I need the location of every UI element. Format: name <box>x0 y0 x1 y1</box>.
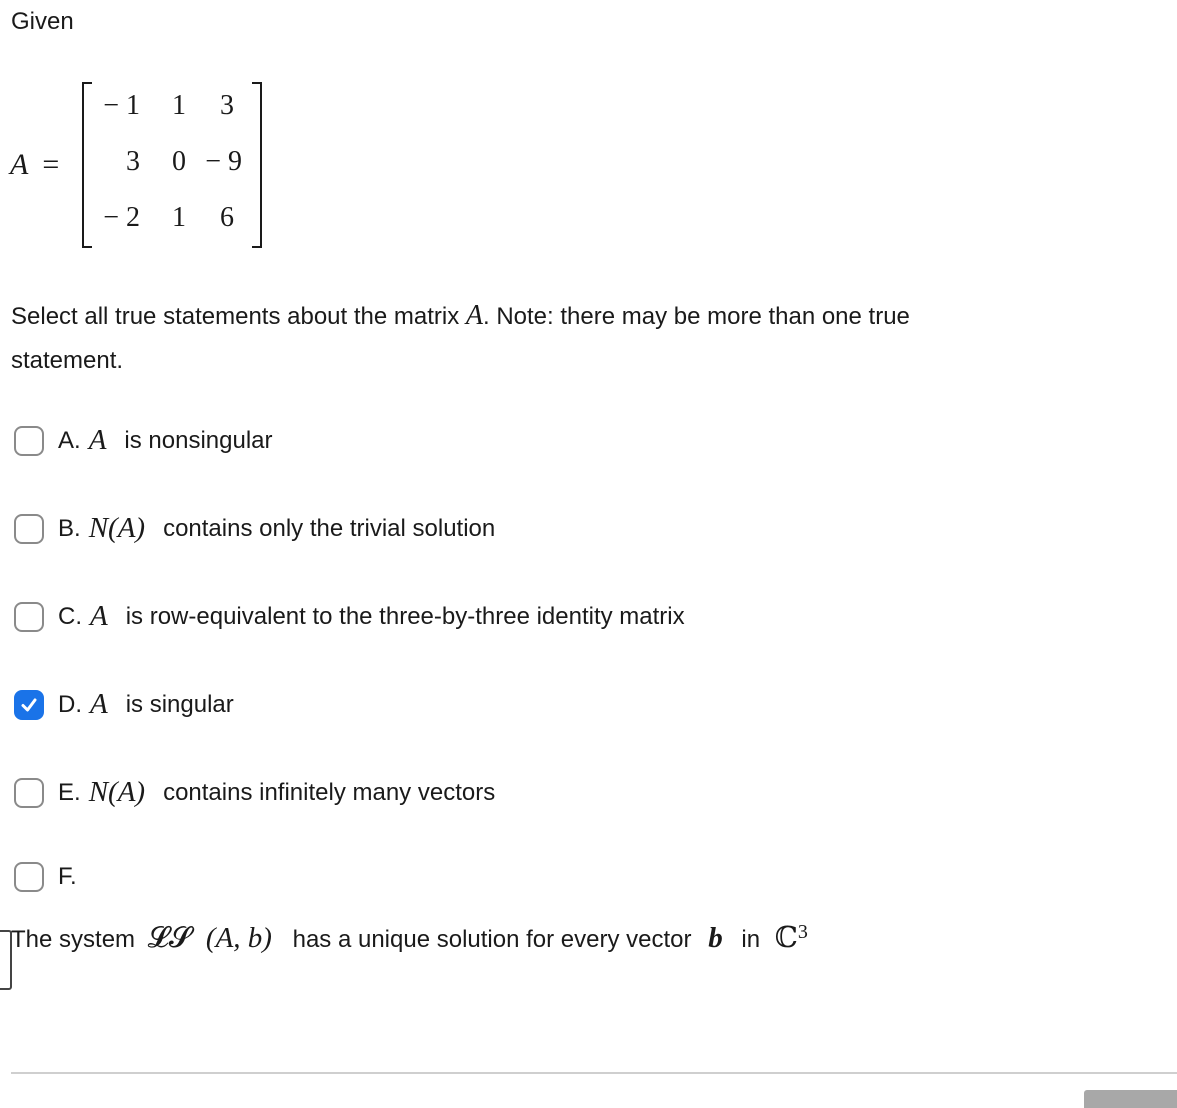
checkbox-c[interactable] <box>14 602 44 632</box>
checkbox-e[interactable] <box>14 778 44 808</box>
matrix-cell: 6 <box>220 202 234 233</box>
option-text: is nonsingular <box>124 426 273 454</box>
option-letter: D. <box>58 690 82 718</box>
prompt-text-1: Select all true statements about the matrix <box>11 303 460 330</box>
option-math: A <box>88 424 107 456</box>
matrix-cell: 1 <box>172 202 186 233</box>
matrix-cell: 3 <box>126 146 140 177</box>
f-exponent: 3 <box>797 921 808 943</box>
matrix-cell: − 9 <box>205 146 242 177</box>
matrix-left-bracket <box>82 82 92 248</box>
option-math: N(A) <box>88 776 146 808</box>
option-math: A <box>90 600 108 632</box>
matrix-label <box>10 148 59 182</box>
f-text-1: The system <box>11 926 136 953</box>
equals-sign: = <box>42 148 60 181</box>
f-args: (A, b) <box>205 922 272 954</box>
matrix-name: A <box>10 148 29 181</box>
matrix-cell: 3 <box>220 90 234 121</box>
option-math: N(A) <box>88 512 146 544</box>
option-text: contains only the trivial solution <box>163 514 496 542</box>
option-letter: E. <box>58 778 81 806</box>
matrix-display <box>10 82 280 250</box>
prompt-matrix-name: A <box>465 300 483 331</box>
matrix-cell: − 2 <box>103 202 140 233</box>
matrix-cell: 1 <box>172 90 186 121</box>
checkbox-b[interactable] <box>14 514 44 544</box>
f-vector: b <box>708 922 723 954</box>
option-text: is row-equivalent to the three-by-three identity matrix <box>125 602 685 630</box>
option-a[interactable] <box>14 424 273 457</box>
matrix-right-bracket <box>252 82 262 248</box>
submit-button-partial[interactable] <box>1084 1090 1177 1108</box>
option-text: contains infinitely many vectors <box>163 778 496 806</box>
option-letter: A. <box>58 426 81 454</box>
f-text-3: in <box>741 926 761 953</box>
f-field: ℂ <box>774 922 798 954</box>
matrix-cell: 0 <box>172 146 186 177</box>
f-text-2: has a unique solution for every vector <box>292 926 692 953</box>
heading-given: Given <box>11 8 74 35</box>
option-c[interactable] <box>14 600 685 633</box>
f-ls-symbol: 𝓛𝓢 <box>147 922 192 954</box>
section-divider <box>11 1072 1177 1074</box>
option-letter: F. <box>58 863 77 890</box>
option-f[interactable] <box>14 862 85 892</box>
prompt-text-2: . Note: there may be more than one true statement. <box>11 303 910 374</box>
option-letter: C. <box>58 602 82 630</box>
option-e[interactable] <box>14 776 495 809</box>
option-f-statement <box>11 920 808 955</box>
option-text: is singular <box>125 690 234 718</box>
checkbox-a[interactable] <box>14 426 44 456</box>
option-b[interactable] <box>14 512 495 545</box>
check-icon <box>19 695 39 715</box>
checkbox-f[interactable] <box>14 862 44 892</box>
question-prompt <box>11 294 971 383</box>
option-math: A <box>90 688 108 720</box>
checkbox-d[interactable] <box>14 690 44 720</box>
matrix-cell: − 1 <box>103 90 140 121</box>
option-d[interactable] <box>14 688 234 721</box>
option-letter: B. <box>58 514 81 542</box>
